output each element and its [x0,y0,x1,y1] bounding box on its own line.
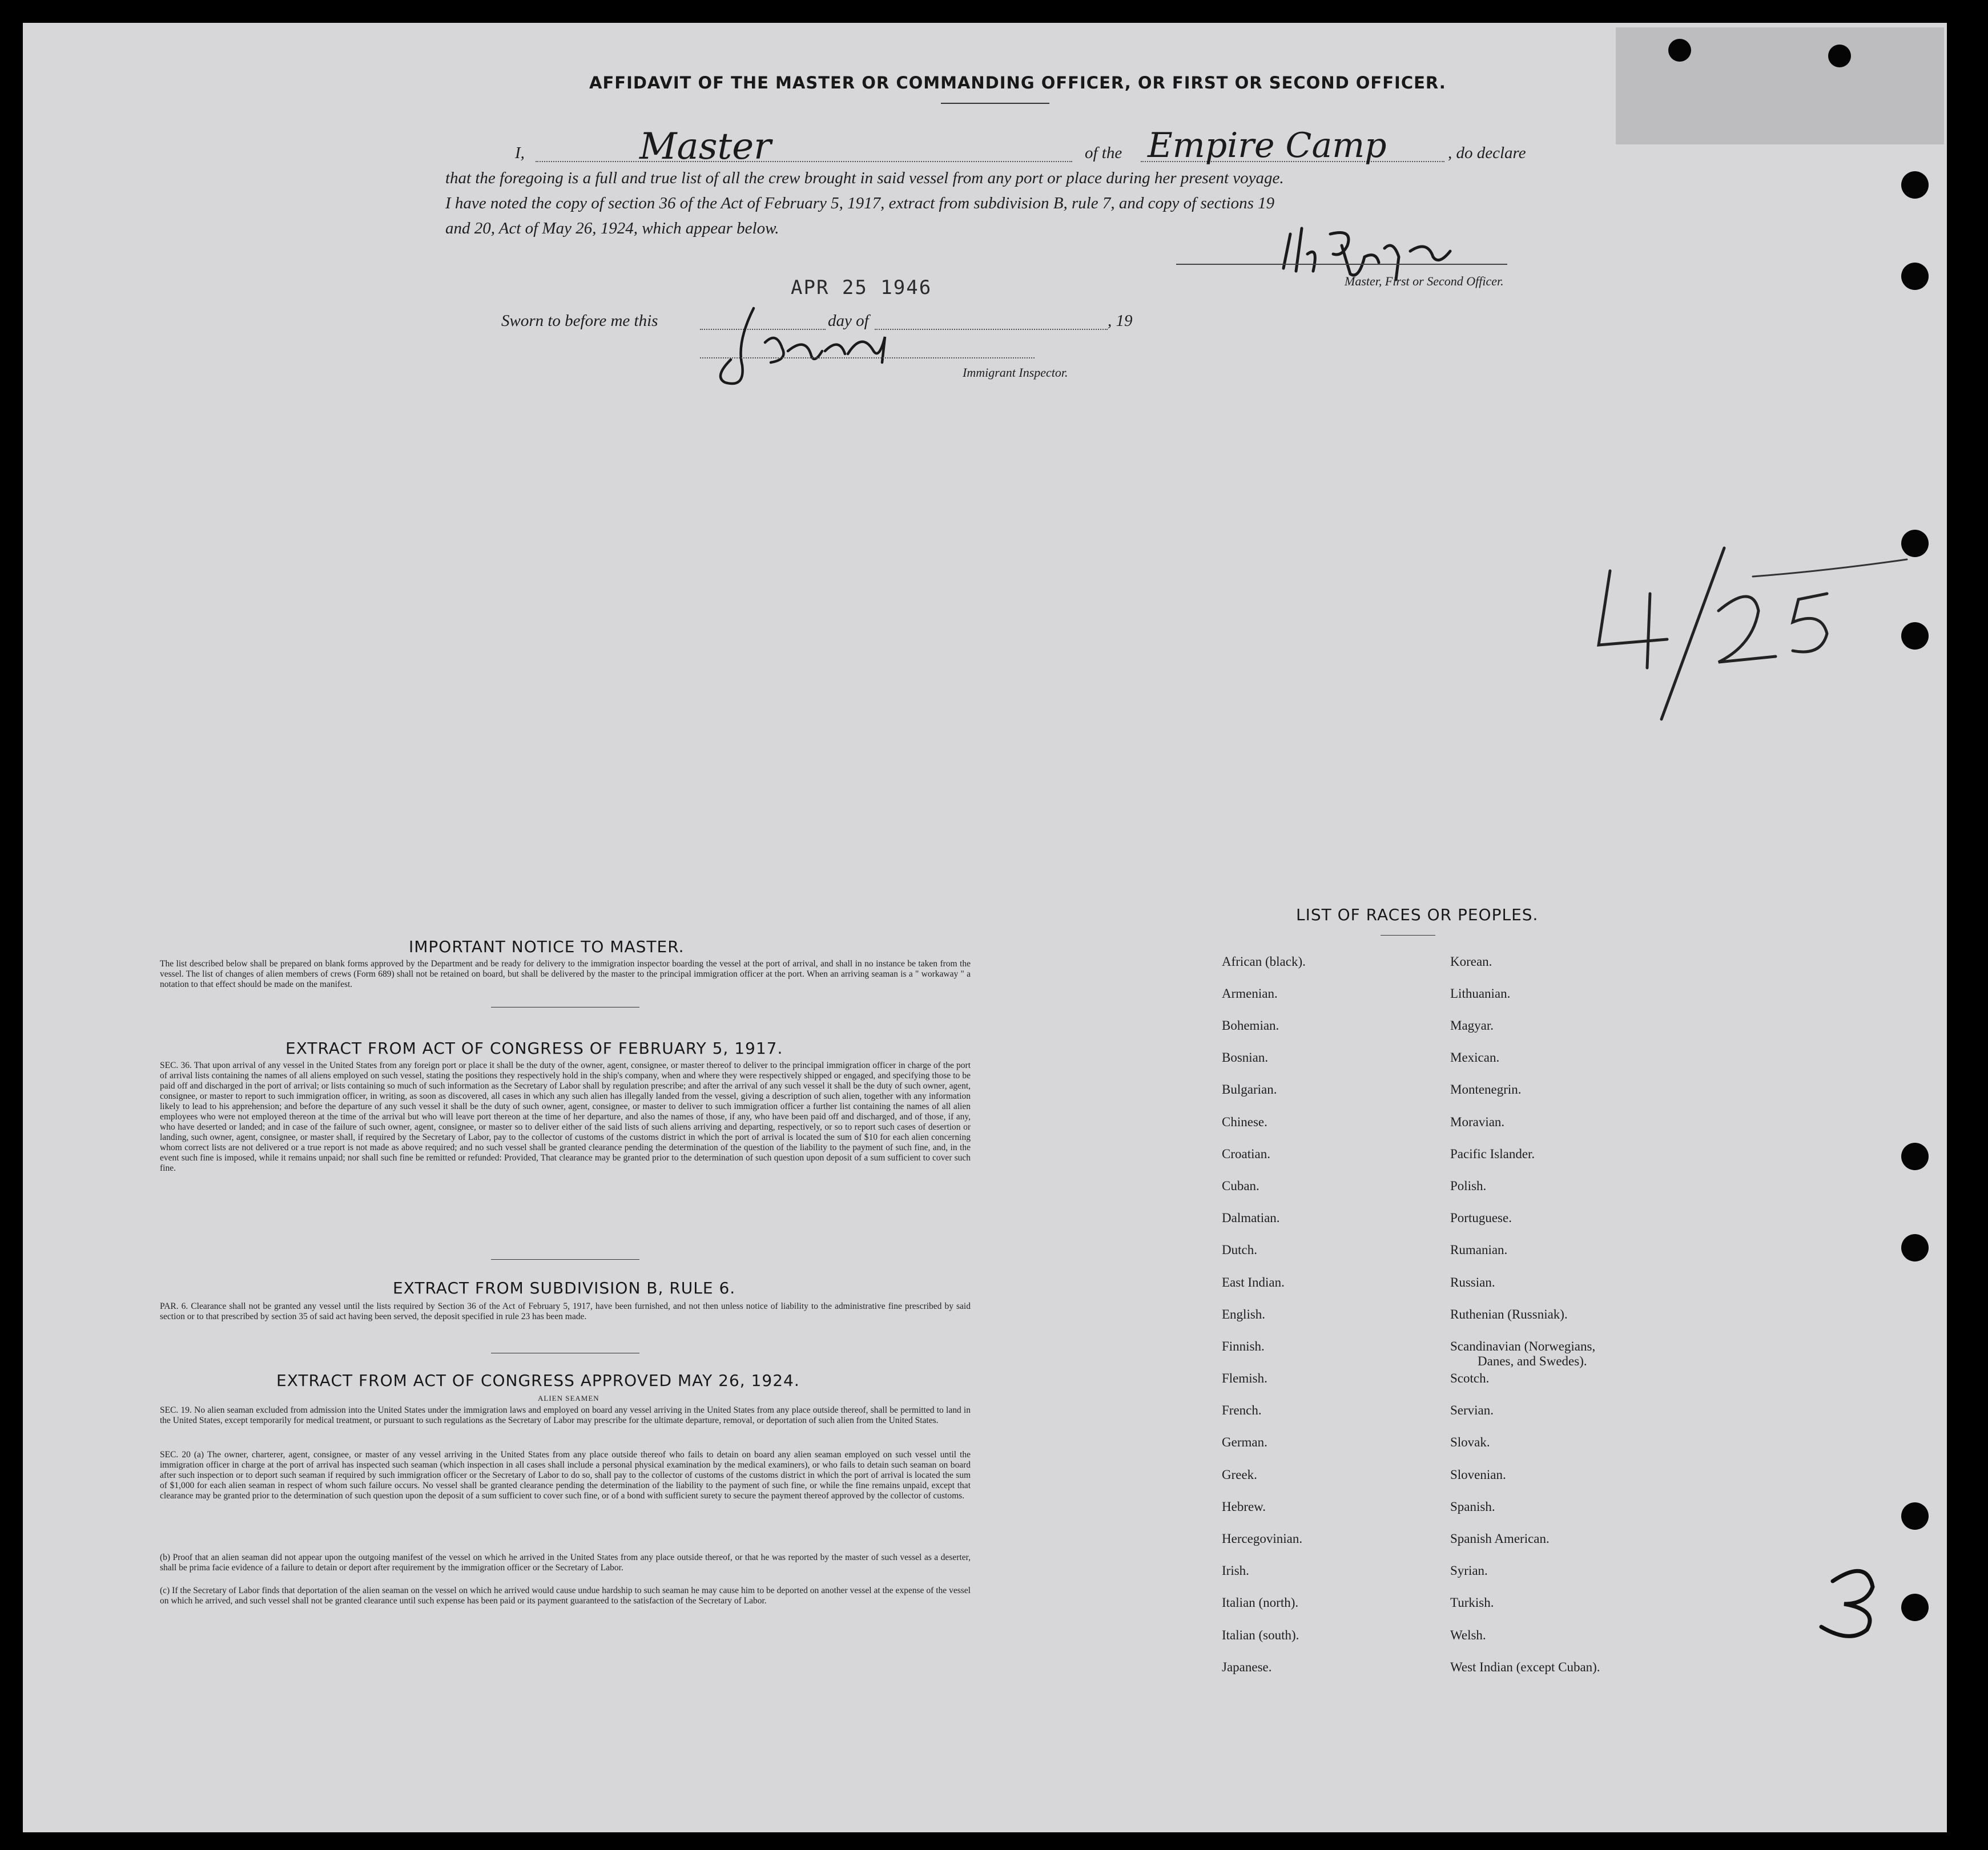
race-item: Servian. [1450,1403,1494,1417]
affidavit-title: AFFIDAVIT OF THE MASTER OR COMMANDING OFFICER, OR FIRST OR SECOND OFFICER. [589,73,1446,92]
punch-hole [1901,1234,1929,1261]
document-page [23,23,1947,1832]
notice-body: The list described below shall be prepared on blank forms approved by the Department and be ready for delivery to the immigration inspector boarding the vessel at the port of arrival, and shall in no instance be taken from the vessel. The list of changes of alien members of crews (Form 689) shall not be retained on board, but shall be delivered by the master to the principal immigration officer at the port. When an arriving seaman is a " workaway " a notation to that effect should be made on the manifest. [160,959,971,989]
title-underline [941,103,1049,104]
signature-caption: Master, First or Second Officer. [1345,274,1504,288]
inspector-signature [702,297,931,394]
race-item: Bohemian. [1222,1018,1279,1033]
punch-hole [1668,39,1691,62]
race-item: Japanese. [1222,1660,1272,1674]
race-item: Korean. [1450,954,1492,969]
race-item: Polish. [1450,1179,1487,1193]
race-item: Scandinavian (Norwegians, [1450,1339,1596,1353]
race-item: Russian. [1450,1275,1495,1289]
race-item: Finnish. [1222,1339,1265,1353]
race-item: Rumanian. [1450,1243,1508,1257]
race-item: English. [1222,1307,1266,1321]
punch-hole [1901,171,1929,199]
notice-title: IMPORTANT NOTICE TO MASTER. [409,937,685,956]
handwritten-vessel-name: Empire Camp [1148,126,1387,166]
race-item: Italian (north). [1222,1595,1299,1610]
race-item: Hercegovinian. [1222,1531,1303,1546]
race-item: Ruthenian (Russniak). [1450,1307,1568,1321]
extract-1924-subtitle: ALIEN SEAMEN [538,1394,599,1402]
signature-line [1176,264,1507,265]
race-item: African (black). [1222,954,1306,969]
race-item: Magyar. [1450,1018,1494,1033]
extract-1917-body: SEC. 36. That upon arrival of any vessel in the United States from any foreign port or place it shall be the duty of the owner, agent, consignee, or master thereof to deliver to the principal immigration officer in charge of the port of arrival lists containing the names of all aliens employed on such vessel, stating the positions they respectively hold in the ship's company, when and where they were respectively shipped or engaged, and specifying those to be paid off and discharged in the port of arrival; or lists containing so much of such information as the Secretary of Labor shall by regulation prescribe; and after the arrival of any such vessel it shall be the duty of such owner, agent, consignee, or master to report to such immigration officer, in writing, as soon as discovered, all cases in which any such alien has illegally landed from the vessel, giving a description of such alien, together with any information likely to lead to his apprehension; and before the departure of any such vessel it shall be the duty of such owner, agent, consignee, or master to deliver to such immigration officer a further list containing the names of all alien employees who were not employed thereon at the time of the arrival but who will leave port thereon at the time of her departure, and also the names of those, if any, who have been paid off and discharged, and of those, if any, who have deserted or landed; and in case of the failure of such owner, agent, consignee, or master so to deliver either of the said lists of such aliens arriving and departing, respectively, or so to report such cases of desertion or landing, such owner, agent, consignee, or master shall, if required by the Secretary of Labor, pay to the collector of customs of the customs district in which the port of arrival is located the sum of $10 for each alien concerning whom correct lists are not delivered or a true report is not made as above required; and no such vessel shall be granted clearance pending the determination of the question of the liability to the payment of such fine, and, in the event such fine is imposed, while it remains unpaid; nor shall such fine be remitted or refunded: Provided, That clearance may be granted prior to the determination of such question upon deposit of a sum sufficient to cover such fine. [160,1061,971,1173]
punch-hole [1901,1594,1929,1621]
extract-1924-sec20c: (c) If the Secretary of Labor finds that deportation of the alien seaman on the vessel on which he arrived would cause undue hardship to such seaman he may cause him to be deported on another vessel at the expense of the vessel on which he arrived, and such vessel shall not be granted clearance until such expense has been paid or its payment guaranteed to the satisfaction of the Secretary of Labor. [160,1586,971,1606]
punch-hole [1901,1502,1929,1530]
punch-hole [1901,1143,1929,1170]
race-item: Scotch. [1450,1371,1490,1385]
race-item: Spanish. [1450,1500,1495,1514]
race-item: Moravian. [1450,1115,1505,1129]
punch-hole [1901,263,1929,290]
race-item: Chinese. [1222,1115,1267,1129]
extract-1924-sec20a: SEC. 20 (a) The owner, charterer, agent, consignee, or master of any vessel arriving in the United States from any place outside thereof who fails to detain on board any alien seaman employed on such vessel until the immigration officer in charge at the port of arrival has inspected such seaman (which inspection in all cases shall include a personal physical examination by the medical examiners), or who fails to detain such seaman on board after such inspection or to deport such seaman if required by such immigration officer or the Secretary of Labor to do so, shall pay to the collector of customs of the customs district in which the port of arrival is located the sum of $1,000 for each alien seaman in respect of whom such failure occurs. No vessel shall be granted clearance pending the determination of the liability to the payment of such fine, or while the fine remains unpaid, except that clearance may be granted prior to the determination of such question upon the deposit of a sum sufficient to cover such fine, or of a bond with sufficient surety to secure the payment thereof approved by the collector of customs. [160,1450,971,1501]
sworn-day-of: day of [828,312,869,330]
race-item: Dutch. [1222,1243,1257,1257]
race-item: Turkish. [1450,1595,1494,1610]
race-item: German. [1222,1435,1267,1449]
tape-label [1616,27,1944,144]
race-item: Italian (south). [1222,1628,1299,1642]
punch-hole [1828,45,1851,67]
date-stamp: APR 25 1946 [791,276,932,299]
race-item: Dalmatian. [1222,1211,1280,1225]
races-title: LIST OF RACES OR PEOPLES. [1296,905,1539,924]
affidavit-line3: I have noted the copy of section 36 of the Act of February 5, 1917, extract from subdivision B, rule 7, and copy of sections 19 [445,194,1275,212]
race-item: Montenegrin. [1450,1082,1522,1097]
races-title-underline [1381,935,1435,936]
race-item: Lithuanian. [1450,986,1511,1001]
race-item: Greek. [1222,1468,1257,1482]
race-item: Mexican. [1450,1050,1500,1065]
race-item: Slovak. [1450,1435,1490,1449]
affidavit-line2: that the foregoing is a full and true list of all the crew brought in said vessel from any port or place during her present voyage. [445,169,1284,187]
race-item: Irish. [1222,1563,1249,1578]
race-item: Croatian. [1222,1147,1270,1161]
race-item: Welsh. [1450,1628,1486,1642]
page-mark-3 [1810,1564,1896,1644]
sworn-year: , 19 [1108,312,1133,330]
officer-fill-line [536,161,1072,162]
race-item-continuation: Danes, and Swedes). [1478,1354,1587,1368]
race-item: Portuguese. [1450,1211,1512,1225]
affidavit-of-the: of the [1085,144,1122,162]
race-item: Flemish. [1222,1371,1267,1385]
race-item: East Indian. [1222,1275,1285,1289]
affidavit-line4: and 20, Act of May 26, 1924, which appear below. [445,219,779,237]
race-item: Syrian. [1450,1563,1488,1578]
race-item: Pacific Islander. [1450,1147,1535,1161]
race-item: French. [1222,1403,1262,1417]
affidavit-line1-prefix: I, [515,144,525,162]
extract-rule6-body: PAR. 6. Clearance shall not be granted any vessel until the lists required by Section 36 of the Act of February 5, 1917, have been furnished, and not then unless notice of liability to the administrative fine prescribed by said section or to that prescribed by section 35 of said act having been served, the deposit specified in rule 23 has been made. [160,1301,971,1321]
race-item: Cuban. [1222,1179,1259,1193]
margin-note-4-25 [1587,525,1918,731]
inspector-line [700,357,1035,358]
race-item: Armenian. [1222,986,1278,1001]
race-item: Bosnian. [1222,1050,1269,1065]
race-item: Bulgarian. [1222,1082,1277,1097]
extract-rule6-title: EXTRACT FROM SUBDIVISION B, RULE 6. [393,1279,736,1297]
extract-1924-title: EXTRACT FROM ACT OF CONGRESS APPROVED MAY 26, 1924. [276,1371,800,1390]
race-item: West Indian (except Cuban). [1450,1660,1600,1674]
inspector-caption: Immigrant Inspector. [963,365,1068,380]
extract-1917-divider [491,1259,639,1260]
extract-1917-title: EXTRACT FROM ACT OF CONGRESS OF FEBRUARY 5, 1917. [285,1039,783,1058]
sworn-prefix: Sworn to before me this [501,312,658,330]
race-item: Spanish American. [1450,1531,1550,1546]
extract-1924-sec19: SEC. 19. No alien seaman excluded from admission into the United States under the immigration laws and employed on board any vessel arriving in the United States from any place outside thereof, shall be permitted to land in the United States, except temporarily for medical treatment, or pursuant to such regulations as the Secretary of Labor may prescribe for the ultimate departure, removal, or deportation of such alien from the United States. [160,1405,971,1425]
extract-1924-sec20b: (b) Proof that an alien seaman did not appear upon the outgoing manifest of the vessel on which he arrived in the United States from any place outside thereof, or that he was reported by the master of such vessel as a deserter, shall be prima facie evidence of a failure to detain or deport after requirement by the immigration officer or the Secretary of Labor. [160,1553,971,1573]
handwritten-officer: Master [639,126,771,168]
race-item: Hebrew. [1222,1500,1266,1514]
affidavit-line1-suffix: , do declare [1448,144,1526,162]
race-item: Slovenian. [1450,1468,1506,1482]
